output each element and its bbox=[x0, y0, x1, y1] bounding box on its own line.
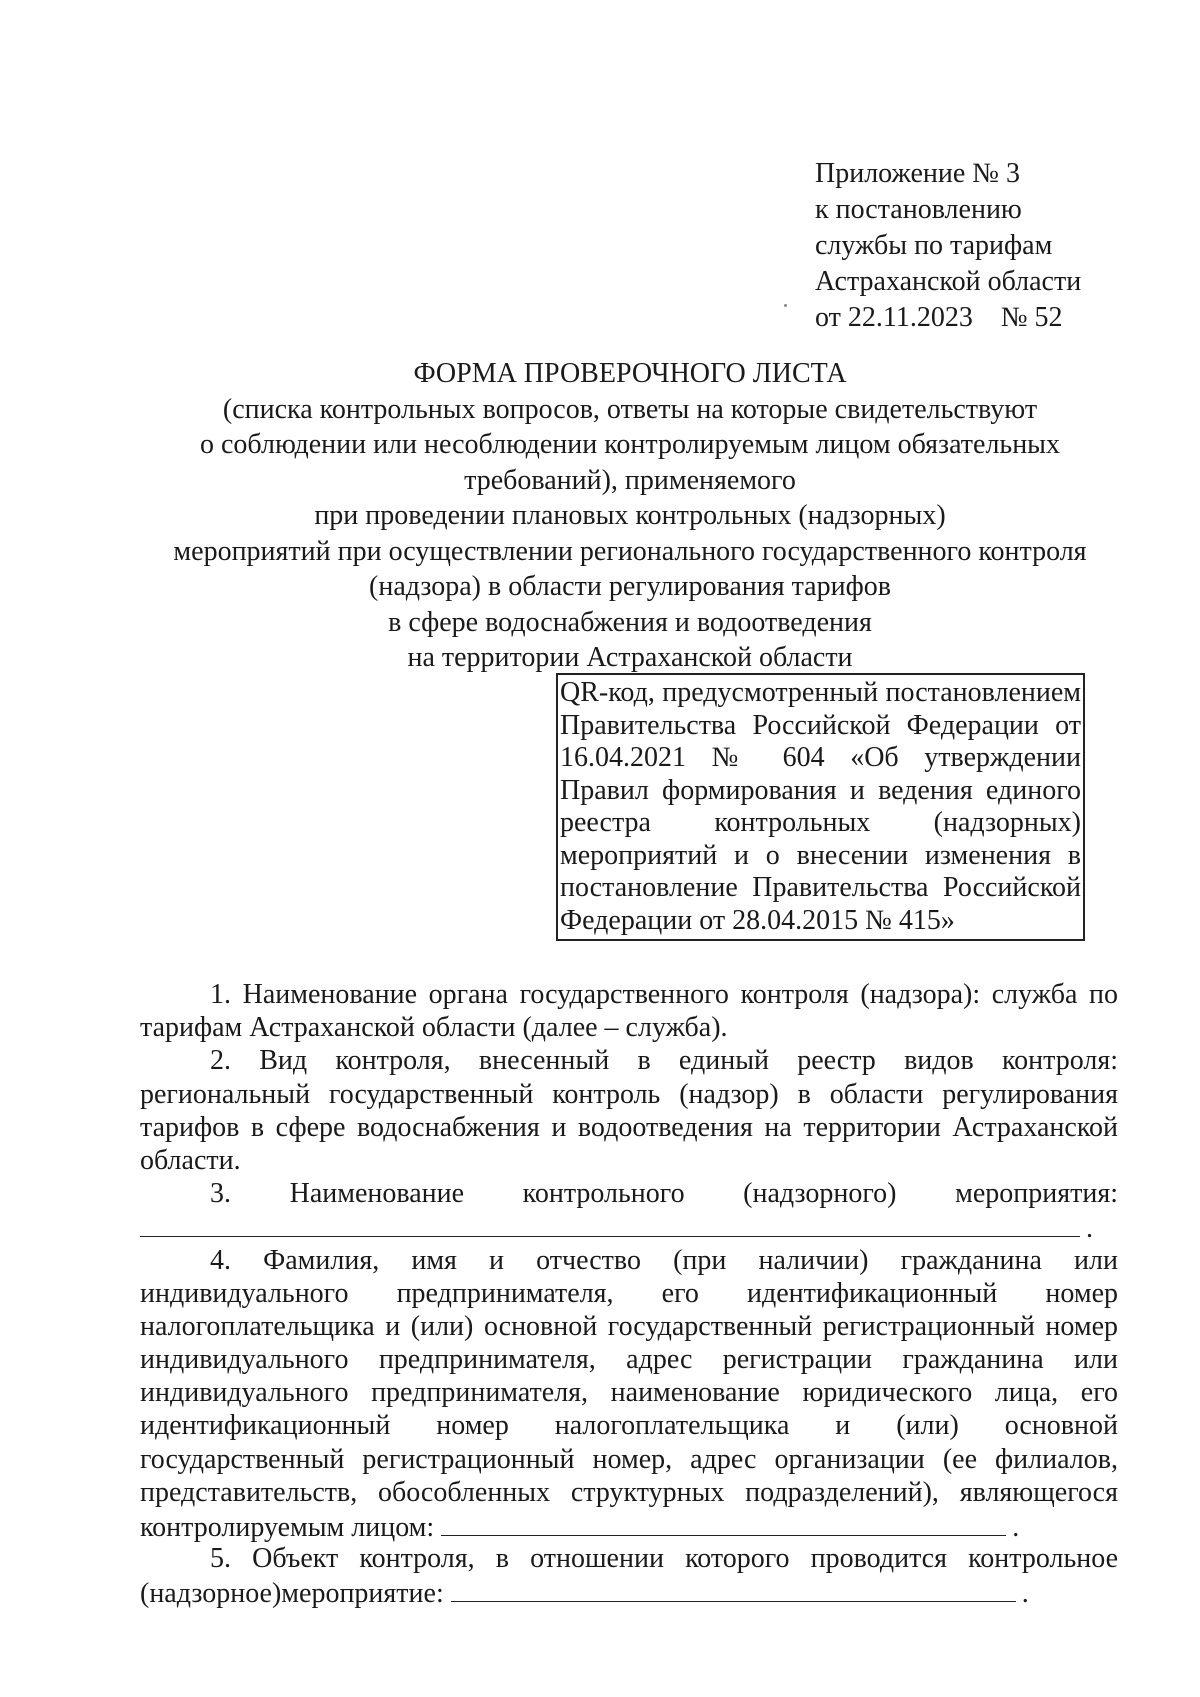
item-3-end: . bbox=[1086, 1213, 1093, 1245]
appendix-line: Астраханской области bbox=[815, 266, 1082, 297]
item-4-line: индивидуального предпринимателя, наименование юридического лица, его bbox=[140, 1377, 1118, 1409]
scan-speck bbox=[784, 304, 787, 307]
document-body bbox=[140, 978, 1118, 1609]
item-4-line: государственный регистрационный номер, адрес организации (ее филиалов, bbox=[140, 1443, 1118, 1475]
title-line: при проведении плановых контрольных (надзорных) bbox=[314, 500, 946, 531]
qr-note-line: 16.04.2021 № 604 «Об утверждении bbox=[560, 742, 1081, 773]
appendix-line: к постановлению bbox=[815, 194, 1022, 225]
item-5-end: . bbox=[1021, 1578, 1029, 1610]
item-5-last-row bbox=[140, 1575, 1118, 1608]
qr-note-line: постановление Правительства Российской bbox=[560, 872, 1081, 903]
title-line: (надзора) в области регулирования тарифов bbox=[369, 571, 891, 602]
title-line: в сфере водоснабжения и водоотведения bbox=[388, 606, 872, 638]
title-line: требований), применяемого bbox=[464, 464, 796, 496]
item-1-line: тарифам Астраханской области (далее – служба). bbox=[140, 1012, 728, 1044]
item-4-line: налогоплательщика и (или) основной государственный регистрационный номер bbox=[140, 1310, 1118, 1342]
title-heading: ФОРМА ПРОВЕРОЧНОГО ЛИСТА bbox=[413, 358, 847, 389]
control-event-name-field[interactable] bbox=[140, 1210, 1080, 1237]
qr-note-line: мероприятий и о внесении изменения в bbox=[560, 839, 1081, 871]
control-object-field[interactable] bbox=[451, 1575, 1016, 1602]
item-3-line: 3. Наименование контрольного (надзорного) мероприятия: bbox=[210, 1178, 1118, 1210]
item-4-last-row bbox=[140, 1509, 1118, 1542]
appendix-number: № 52 bbox=[1000, 302, 1063, 333]
item-4-line: индивидуального предпринимателя, адрес регистрации гражданина или bbox=[140, 1344, 1118, 1376]
item-3-blank-row bbox=[140, 1210, 1118, 1243]
qr-code-note-box bbox=[556, 673, 1085, 941]
qr-note-line: QR-код, предусмотренный постановлением bbox=[560, 677, 1081, 708]
title-line: мероприятий при осуществлении регионального государственного контроля bbox=[173, 535, 1087, 567]
item-4-line: 4. Фамилия, имя и отчество (при наличии) гражданина или bbox=[210, 1244, 1118, 1276]
appendix-date: от 22.11.2023 bbox=[815, 302, 973, 333]
item-5-line: 5. Объект контроля, в отношении которого проводится контрольное bbox=[210, 1543, 1118, 1575]
item-5-label: (надзорное)мероприятие: bbox=[140, 1578, 444, 1610]
qr-note-line: реестра контрольных (надзорных) bbox=[560, 807, 1081, 838]
item-4-end: . bbox=[1012, 1512, 1020, 1543]
item-4-line: индивидуального предпринимателя, его идентификационный номер bbox=[140, 1277, 1118, 1309]
item-2-line: региональный государственный контроль (надзор) в области регулирования bbox=[140, 1078, 1118, 1110]
title-line: о соблюдении или несоблюдении контролируемым лицом обязательных bbox=[200, 429, 1060, 460]
qr-note-line: Федерации от 28.04.2015 № 415» bbox=[560, 904, 955, 936]
document-title bbox=[120, 356, 1140, 676]
item-1-line: 1. Наименование органа государственного контроля (надзора): служба по bbox=[210, 979, 1118, 1010]
title-line: (списка контрольных вопросов, ответы на которые свидетельствуют bbox=[222, 393, 1038, 425]
item-2-line: 2. Вид контроля, внесенный в единый реестр видов контроля: bbox=[210, 1045, 1118, 1077]
qr-note-line: Правил формирования и ведения единого bbox=[560, 774, 1081, 806]
item-2-line: области. bbox=[140, 1144, 241, 1176]
appendix-line: службы по тарифам bbox=[815, 230, 1053, 261]
item-4-label: контролируемым лицом: bbox=[140, 1512, 435, 1543]
appendix-line: Приложение № 3 bbox=[815, 158, 1020, 189]
item-4-line: представительств, обособленных структурных подразделений), являющегося bbox=[140, 1476, 1118, 1508]
appendix-date-row bbox=[815, 300, 1081, 336]
title-line: на территории Астраханской области bbox=[407, 642, 853, 673]
controlled-person-field[interactable] bbox=[441, 1509, 1006, 1536]
appendix-header bbox=[815, 156, 1081, 336]
qr-note-line: Правительства Российской Федерации от bbox=[560, 709, 1081, 741]
item-4-line: идентификационный номер налогоплательщика и (или) основной bbox=[140, 1410, 1118, 1442]
item-2-line: тарифов в сфере водоснабжения и водоотведения на территории Астраханской bbox=[140, 1111, 1118, 1143]
